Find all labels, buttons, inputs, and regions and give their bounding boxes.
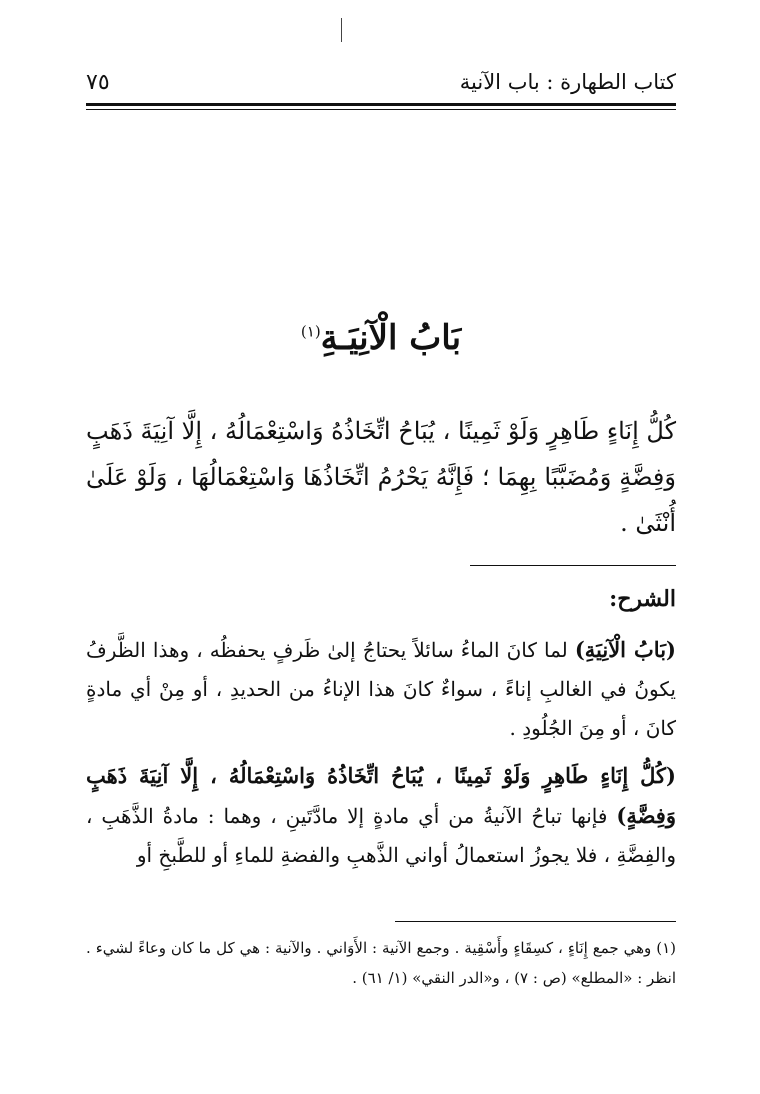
header-rule-thick xyxy=(86,103,676,106)
footnote-marker: (١) xyxy=(300,322,321,341)
matn-separator xyxy=(470,565,676,566)
footnote: (١) وهي جمع إِنَاءٍ ، كسِقَاءٍ وأَسْقِية . وجمع الآنية : الأَوَاني . والآنية : هي كل ما كان وعاءً لشيء . انظر : «المطلع» (ص : ٧) ، و«الدر النقي» (١/ ٦١) . xyxy=(86,939,676,987)
sharh-body xyxy=(86,630,676,883)
header-rule-thin xyxy=(86,109,676,110)
running-title: كتاب الطهارة : باب الآنية xyxy=(459,70,676,94)
sharh-paragraph-2 xyxy=(86,756,676,875)
chapter-title xyxy=(86,318,676,358)
sharh-text-1: لما كانَ الماءُ سائلاً يحتاجُ إلىٰ ظَرفٍ يحفظُه ، وهذا الظَّرفُ يكونُ في الغالبِ إناءً ، سواءٌ كانَ هذا الإناءُ من الحديدِ ، أو مِنْ أي مادةٍ كانَ ، أو مِنَ الجُلُودِ . xyxy=(86,638,676,740)
chapter-title-text: بَابُ الْآنِيَـةِ xyxy=(320,318,462,358)
page-header xyxy=(86,66,676,106)
page-number: ٧٥ xyxy=(86,70,110,95)
footnote-separator xyxy=(395,921,676,922)
sharh-heading: الشرح: xyxy=(609,586,676,612)
sharh-paragraph-1 xyxy=(86,630,676,748)
matn-text: كُلُّ إِنَاءٍ طَاهِرٍ وَلَوْ ثَمِينًا ، يُبَاحُ اتِّخَاذُهُ وَاسْتِعْمَالُهُ ، إِلَّا آنِيَةَ ذَهَبٍ وَفِضَّةٍ وَمُضَبَّبًا بِهِمَا ؛ فَإِنَّهُ يَحْرُمُ اتِّخَاذُهَا وَاسْتِعْمَالُهَا ، وَلَوْ عَلَىٰ أُنْثَىٰ . xyxy=(86,417,676,537)
scan-mark xyxy=(341,18,342,42)
sharh-quote-2: (كُلُّ إِنَاءٍ طَاهِرٍ وَلَوْ ثَمِينًا ، يُبَاحُ اتِّخَاذُهُ وَاسْتِعْمَالُهُ ، إِلَّا آنِيَةَ ذَهَبٍ وَفِضَّةٍ) xyxy=(86,763,676,828)
sharh-text-2: فإنها تباحُ الآنيةُ من أي مادةٍ إلا مادَّتَينِ ، وهما : مادةُ الذَّهَبِ ، والفِضَّةِ ، فلا يجوزُ استعمالُ أواني الذَّهبِ والفضةِ للماءِ أو للطَّبخِ أو xyxy=(86,804,676,867)
sharh-quote-1: (بَابُ الْآنِيَةِ) xyxy=(574,637,676,662)
